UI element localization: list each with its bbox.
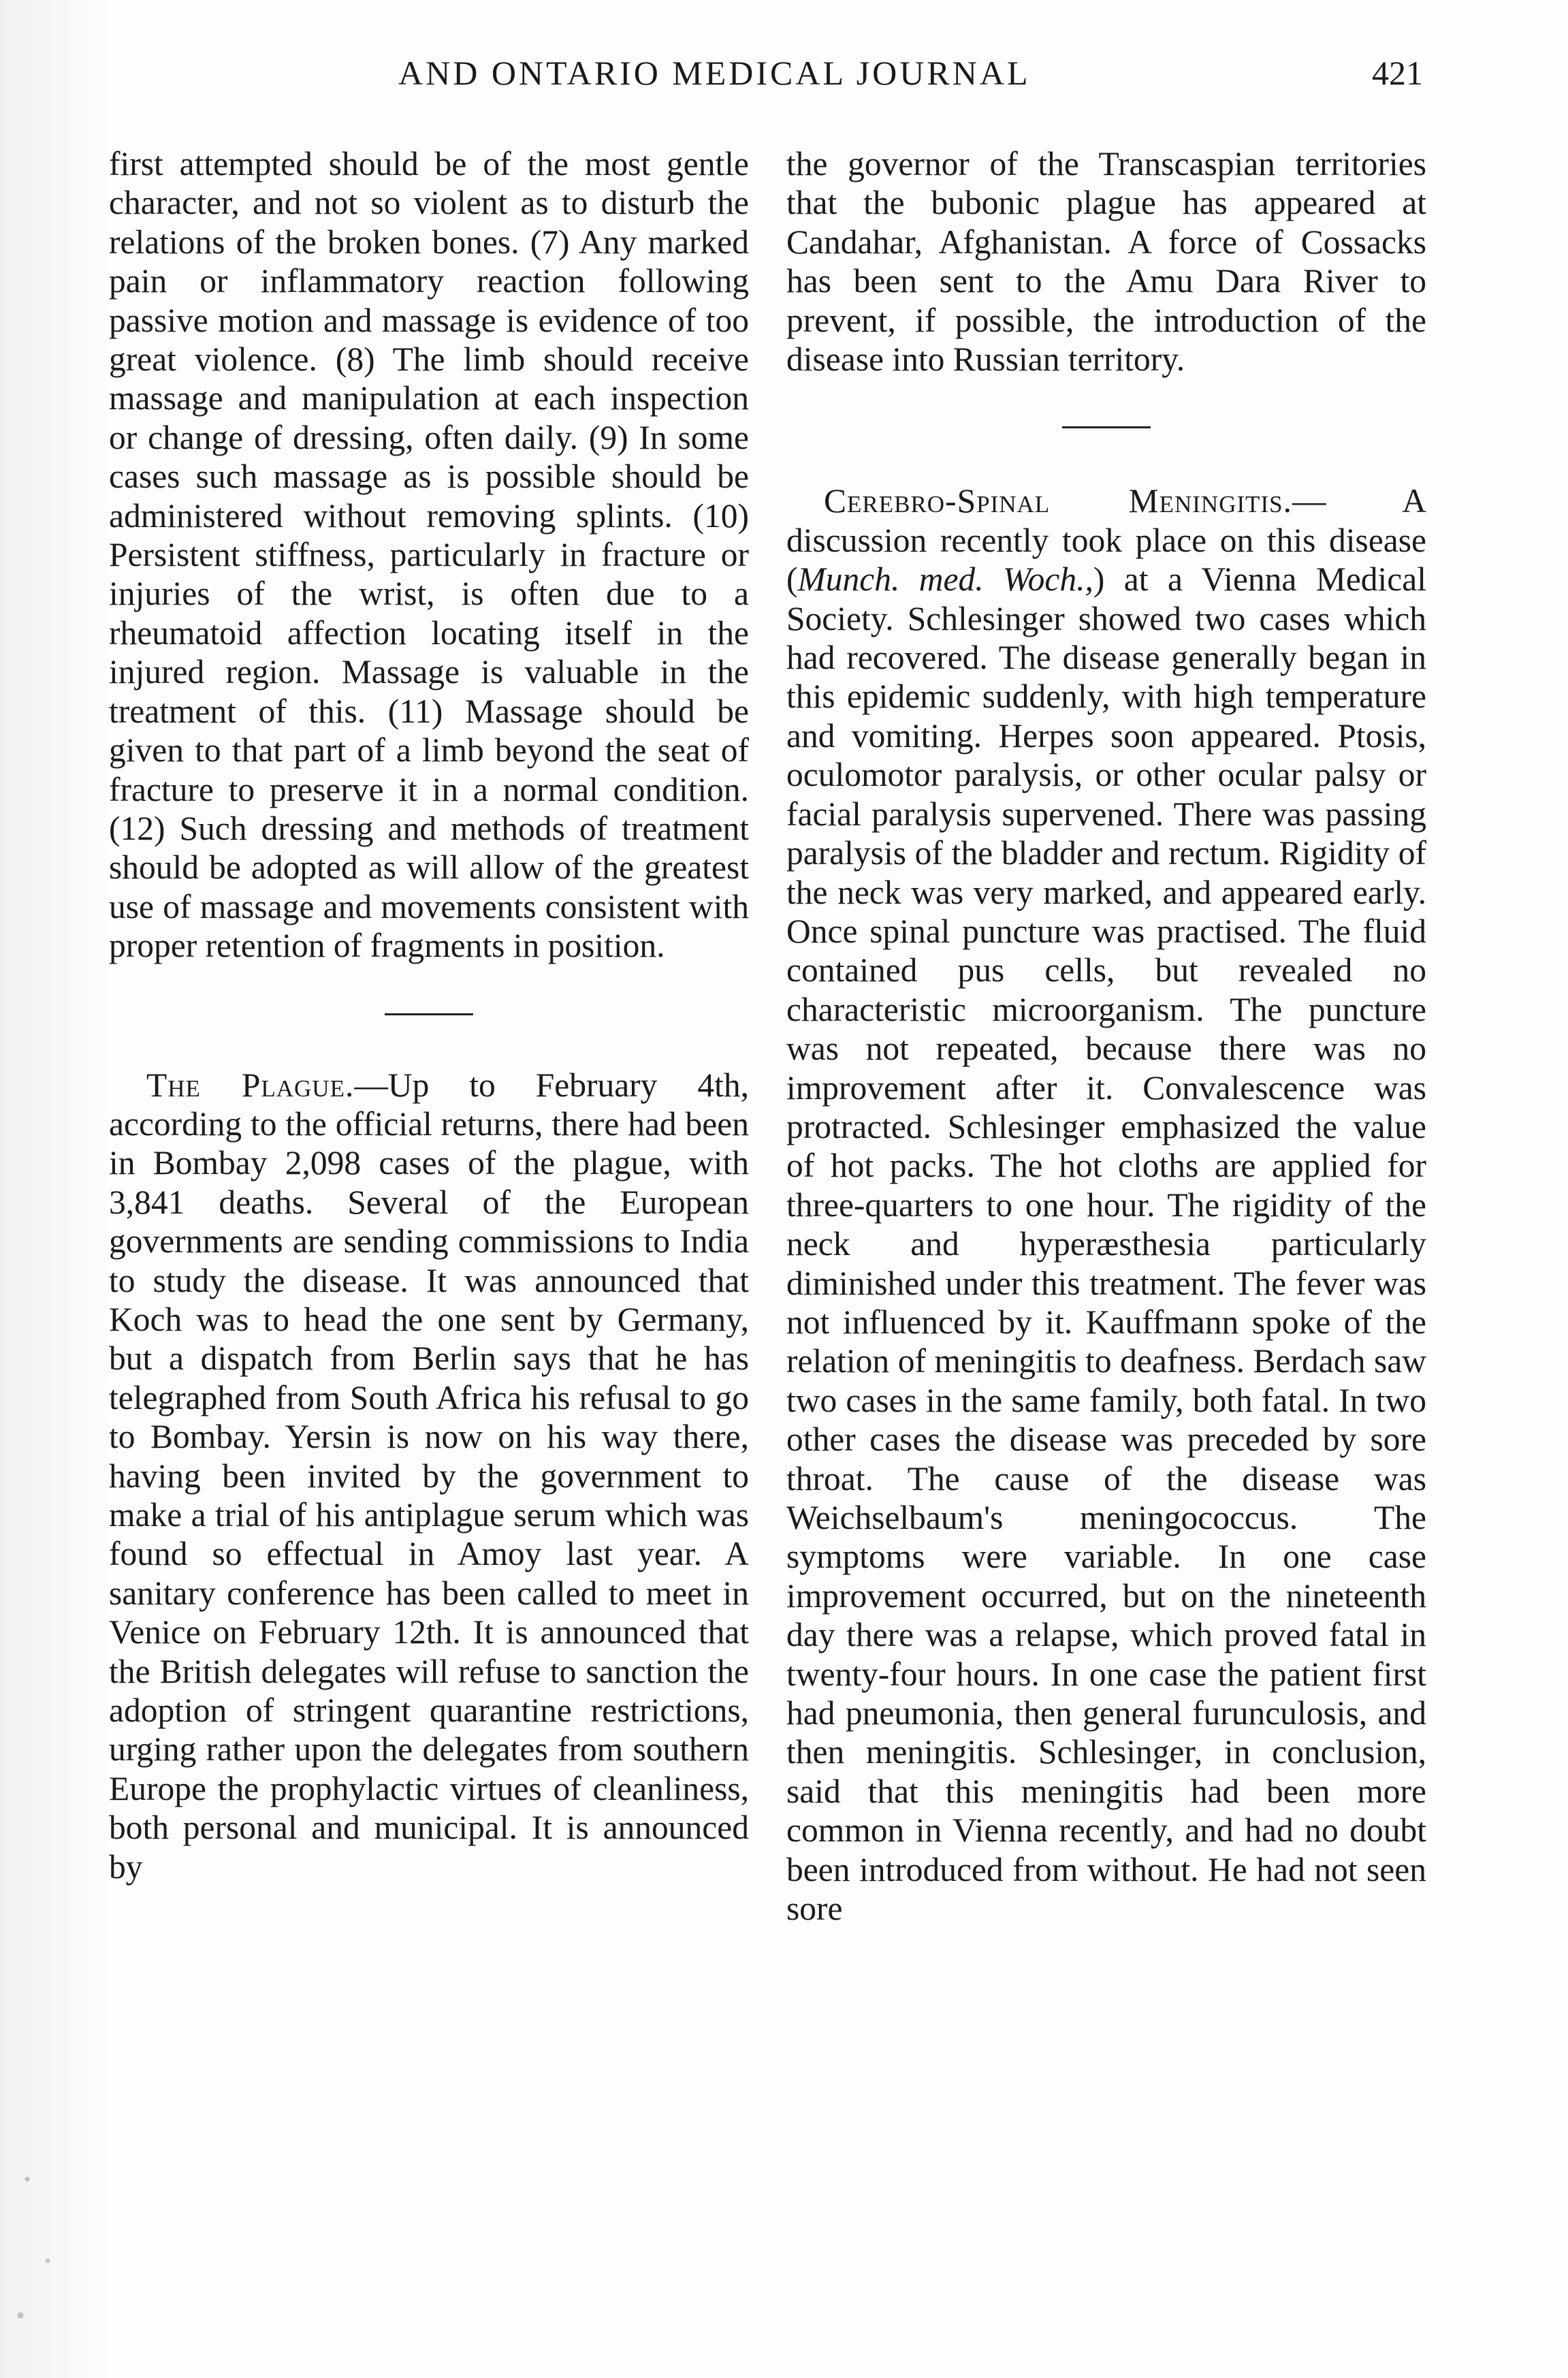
plague-continuation-paragraph: the governor of the Transcaspian territories that the bubonic plague has appeared at Candahar, Afghanistan. A force of Cossacks has been sent to the Amu Dara River to prevent, if possible, the introduction of the disease into Russian territory. [786, 145, 1426, 379]
meningitis-intro: — A discussion recently took place on this disease ( [786, 482, 1426, 599]
plague-body: —Up to February 4th, according to the official returns, there had been in Bombay 2,098 cases of the plague, with 3,841 deaths. Several of the European governments are sending commissions to India to study the disease. It was announced that Koch was to head the one sent by Germany, but a dispatch from Berlin says that he has telegraphed from South Africa his refusal to go to Bombay. Yersin is now on his way there, having been invited by the government to make a trial of his antiplague serum which was found so effectual in Amoy last year. A sanitary conference has been called to meet in Venice on February 12th. It is announced that the British delegates will refuse to sanction the adoption of stringent quarantine restrictions, urging rather upon the delegates from southern Europe the prophylactic virtues of cleanliness, both personal and municipal. It is announced by [109, 1066, 749, 1886]
meningitis-source: Munch. med. Woch., [797, 560, 1093, 599]
right-column [786, 144, 1426, 1928]
section-divider [1062, 426, 1151, 428]
plague-heading: The Plague. [146, 1066, 355, 1104]
left-column [109, 144, 749, 1886]
page-number: 421 [1372, 54, 1423, 92]
running-head: AND ONTARIO MEDICAL JOURNAL [398, 54, 1031, 92]
plague-article [109, 1066, 749, 1887]
meningitis-body: ) at a Vienna Medical Society. Schlesinger showed two cases which had recovered. The disease generally began in this epidemic suddenly, with high temperature and vomiting. Herpes soon appeared. Ptosis, oculomotor paralysis, or other ocular palsy or facial paralysis supervened. There was passing paralysis of the bladder and rectum. Rigidity of the neck was very marked, and appeared early. Once spinal puncture was practised. The fluid contained pus cells, but revealed no characteristic microorganism. The puncture was not repeated, because there was no improvement after it. Convalescence was protracted. Schlesinger emphasized the value of hot packs. The hot cloths are applied for three-quarters to one hour. The rigidity of the neck and hyperæsthesia particularly diminished under this treatment. The fever was not influenced by it. Kauffmann spoke of the relation of meningitis to deafness. Berdach saw two cases in the same family, both fatal. In two other cases the disease was preceded by sore throat. The cause of the disease was Weichselbaum's meningococcus. The symptoms were variable. In one case improvement occurred, but on the nineteenth day there was a relapse, which proved fatal in twenty-four hours. In one case the patient first had pneumonia, then general furunculosis, and then meningitis. Schlesinger, in conclusion, said that this meningitis had been more common in Vienna recently, and had no doubt been introduced from without. He had not seen sore [786, 560, 1426, 1928]
scan-binding-edge [0, 0, 109, 2378]
page-header [0, 53, 1568, 108]
section-divider [385, 1013, 473, 1015]
meningitis-article [786, 481, 1426, 1928]
fracture-treatment-paragraph: first attempted should be of the most gentle character, and not so violent as to disturb the relations of the broken bones. (7) Any marked pain or inflammatory reaction following passive motion and massage is evidence of too great violence. (8) The limb should receive massage and manipulation at each inspection or change of dressing, often daily. (9) In some cases such massage as is possible should be administered without removing splints. (10) Persistent stiffness, particularly in fracture or injuries of the wrist, is often due to a rheumatoid affection locating itself in the injured region. Massage is valuable in the treatment of this. (11) Massage should be given to that part of a limb beyond the seat of fracture to preserve it in a normal condition. (12) Such dressing and methods of treatment should be adopted as will allow of the greatest use of massage and movements consistent with proper retention of fragments in position. [109, 145, 749, 965]
meningitis-heading: Cerebro-Spinal Meningitis. [824, 482, 1293, 520]
